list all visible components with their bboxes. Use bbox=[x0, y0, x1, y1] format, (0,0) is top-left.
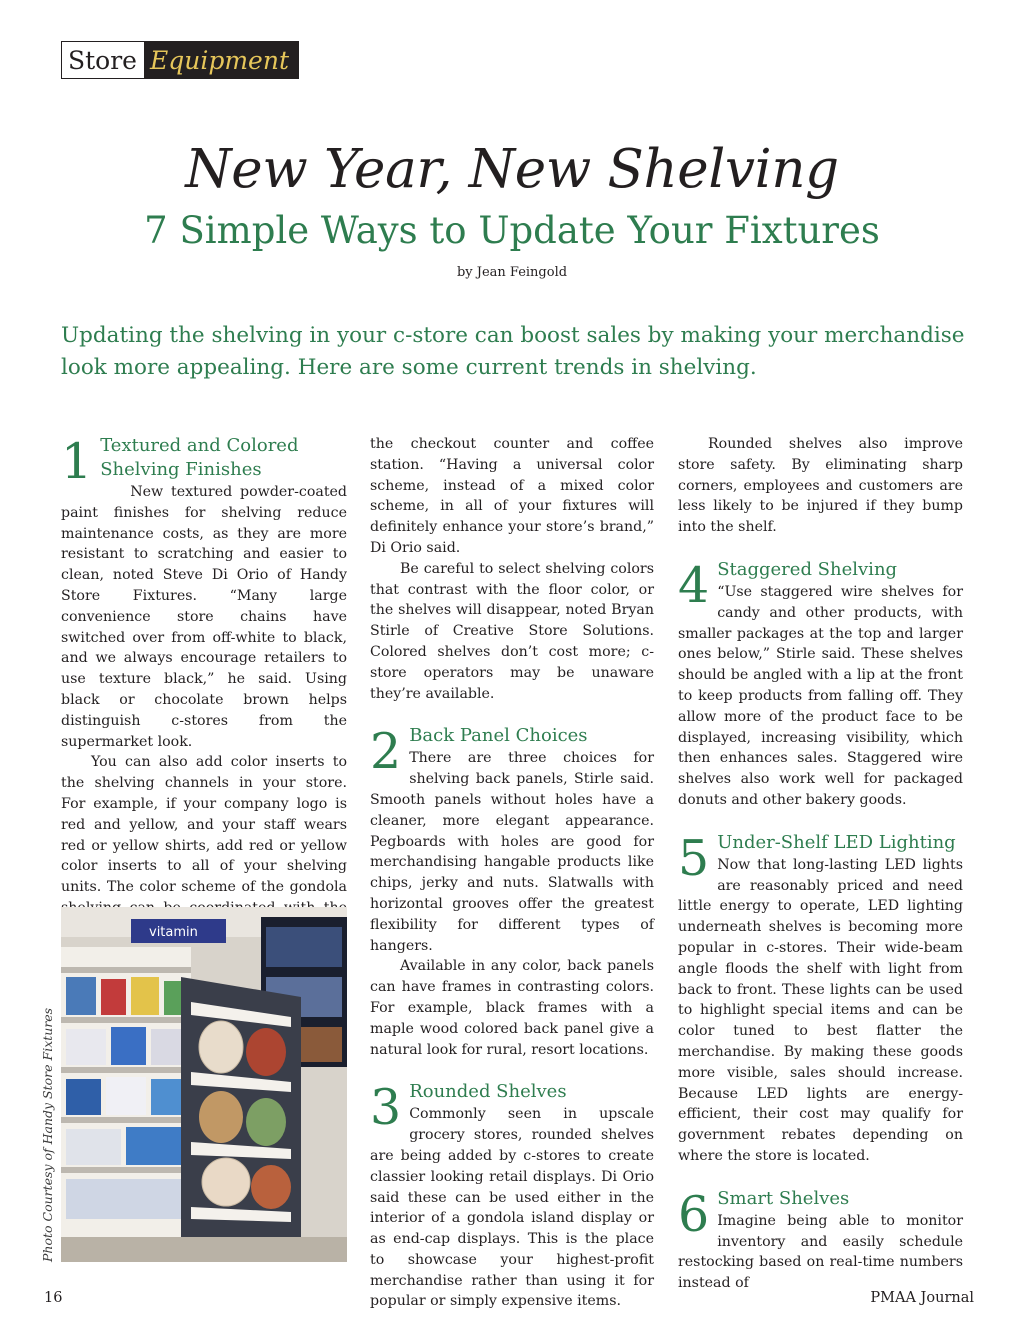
publication-name: PMAA Journal bbox=[870, 1290, 974, 1306]
section-number: 2 bbox=[370, 723, 402, 781]
lede: Updating the shelving in your c-store can boost sales by making your merchandise look more appealing. Here are some current trends in shelving. bbox=[61, 323, 965, 380]
section-5 bbox=[678, 831, 963, 1167]
column-2 bbox=[370, 434, 654, 1312]
section-paragraph: You can also add color inserts to the shelving channels in your store. For example, if your company logo is red and yellow, and your staff wears red or yellow shirts, add red or yellow color inserts to all of your shelving units. The color scheme of the gondola bbox=[61, 754, 347, 896]
section-tag bbox=[61, 41, 299, 79]
section-heading: Smart Shelves bbox=[717, 1187, 850, 1209]
section-tag-equipment: Equipment bbox=[144, 42, 298, 78]
shelving-photo bbox=[61, 907, 347, 1262]
vitamin-sign-text: vitamin bbox=[149, 925, 198, 940]
column-1 bbox=[61, 434, 347, 940]
column-3 bbox=[678, 434, 963, 1294]
section-paragraph: New textured powder-coated paint finishes for shelving reduce maintenance costs, as they are more resistant to scratching and easier to clean, noted Steve Di Orio of Handy Store Fixtures. “Many large convenience store chains have switched over from off-white to black, and we always encourage retailers to use texture black,” he said. Using black or chocolate brown helps distinguish c-stores from the supermarket look. bbox=[61, 484, 347, 750]
section-number: 3 bbox=[370, 1079, 402, 1137]
section-3 bbox=[370, 1080, 654, 1312]
section-paragraph: There are three choices for shelving back panels, Stirle said. Smooth panels without holes have a cleaner, more elegant appearance. Pegboards with holes are good for merchandising hangable products like chips, jerky and nuts. Slatwalls with horizontal grooves offer the greatest flexibility for different types of hangers. bbox=[370, 750, 654, 954]
article-title: New Year, New Shelving bbox=[185, 139, 839, 200]
section-heading: Rounded Shelves bbox=[409, 1081, 567, 1103]
store-shelving-illustration bbox=[61, 907, 347, 1262]
section-paragraph: Be careful to select shelving colors that contrast with the floor color, or the shelves will disappear, noted Bryan Stirle of Creative Store Solutions. Colored shelves don’t cost more; c-store operators may be unaware they’re available. bbox=[370, 560, 654, 702]
section-number: 5 bbox=[678, 829, 710, 887]
byline: by Jean Feingold bbox=[456, 265, 568, 280]
section-heading: Textured and Colored Shelving Finishes bbox=[100, 435, 299, 480]
page-number: 16 bbox=[44, 1290, 63, 1306]
section-paragraph: Available in any color, back panels can have frames in contrasting colors. For example, black frames with a maple wood colored back panel give a natural look for rural, resort locations. bbox=[370, 958, 654, 1058]
section-paragraph: Rounded shelves also improve store safety. By eliminating sharp corners, employees and customers are less likely to be injured if they bump into the shelf. bbox=[678, 436, 963, 536]
section-2 bbox=[370, 724, 654, 1060]
section-paragraph: “Use staggered wire shelves for candy and other products, with smaller packages at the top and larger ones below,” Stirle said. These shelves should be angled with a lip at the front to keep products from falling off. They allow more of the product face to be displayed, increasing visibility, which then enhances sales. Staggered wire shelves also work well for packaged donuts and other bakery goods. bbox=[678, 583, 963, 808]
section-4 bbox=[678, 558, 963, 811]
section-6 bbox=[678, 1187, 963, 1294]
section-number: 1 bbox=[61, 433, 93, 490]
section-heading: Under-Shelf LED Lighting bbox=[717, 831, 956, 853]
section-1 bbox=[61, 434, 347, 940]
section-heading: Back Panel Choices bbox=[409, 725, 588, 747]
section-heading: Staggered Shelving bbox=[717, 558, 898, 580]
section-number: 4 bbox=[678, 556, 710, 614]
section-paragraph: Now that long-lasting LED lights are reasonably priced and need little energy to operate, LED lighting underneath shelves is becoming more popular in c-stores. Their wide-beam angle floods the shelf with light from back to front. These lights can be used to highlight special items and can be color tuned to best flatter the merchandise. By making these goods more visible, sales should increase. Because LED lights are energy-efficient, their cost may qualify for government rebates depending on where the store is located. bbox=[678, 856, 963, 1164]
article-subtitle: 7 Simple Ways to Update Your Fixtures bbox=[144, 209, 880, 252]
section-paragraph: the checkout counter and coffee station. “Having a universal color scheme, instead of a mixed color scheme, in all of your fixtures will definitely enhance your store’s brand,” Di Orio said. bbox=[370, 436, 654, 556]
section-tag-store: Store bbox=[62, 42, 144, 78]
section-number: 6 bbox=[678, 1185, 710, 1243]
section-paragraph: Commonly seen in upscale grocery stores, rounded shelves are being added by c-stores to create classier looking retail displays. Di Orio said these can be used either in the interior of a gondola island display or as end-cap displays. This is the place to showcase your highest-profit merchandise rather than using it for popular or simply expensive items. bbox=[370, 1106, 654, 1310]
section-paragraph: Imagine being able to monitor inventory and easily schedule restocking based on real-time numbers instead of bbox=[678, 1212, 963, 1292]
photo-credit: Photo Courtesy of Handy Store Fixtures bbox=[40, 1007, 55, 1262]
